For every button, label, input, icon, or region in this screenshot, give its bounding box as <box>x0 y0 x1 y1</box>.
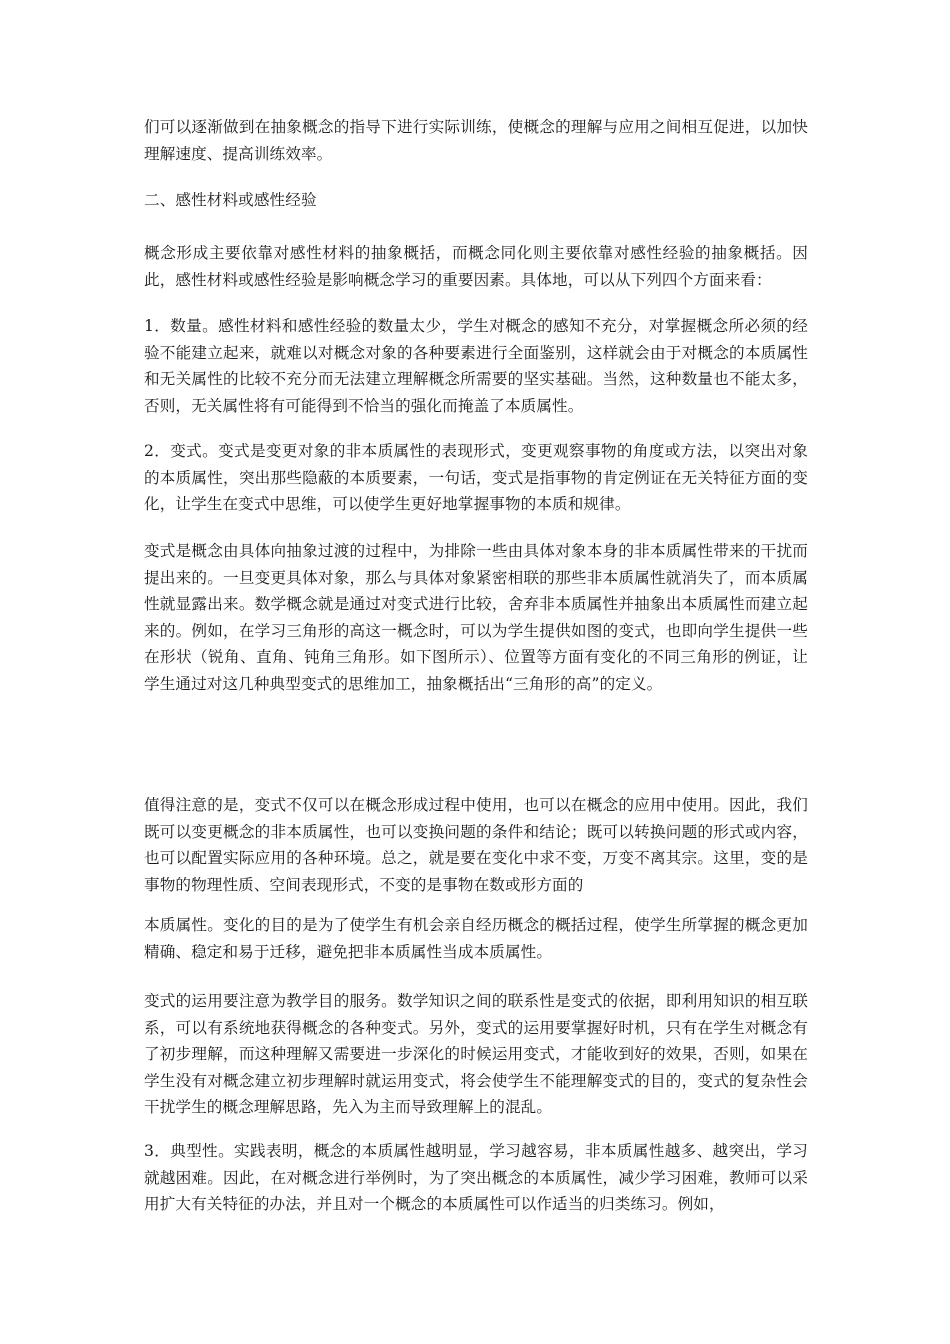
paragraph-variation-detail: 变式是概念由具体向抽象过渡的过程中，为排除一些由具体对象本身的非本质属性带来的干扰而提出来的。一旦变更具体对象，那么与具体对象紧密相联的那些非本质属性就消失了，而本质属性就显露出来。数学概念就是通过对变式进行比较，舍弃非本质属性并抽象出本质属性而建立起来的。例如，在学习三角形的高这一概念时，可以为学生提供如图的变式，也即向学生提供一些在形状（锐角、直角、钝角三角形。如下图所示）、位置等方面有变化的不同三角形的例证，让学生通过对这几种典型变式的思维加工，抽象概括出“三角形的高”的定义。 <box>144 542 808 693</box>
section-heading: 二、感性材料或感性经验 <box>144 191 317 209</box>
paragraph-essential-properties: 本质属性。变化的目的是为了使学生有机会亲自经历概念的概括过程，使学生所掌握的概念更加精确、稳定和易于迁移，避免把非本质属性当成本质属性。 <box>144 916 808 961</box>
paragraph-item-variation: 2．变式。变式是变更对象的非本质属性的表现形式，变更观察事物的角度或方法，以突出对象的本质属性，突出那些隐蔽的本质要素，一句话，变式是指事物的肯定例证在无关特征方面的变化，让学生在变式中思维，可以使学生更好地掌握事物的本质和规律。 <box>144 442 808 514</box>
paragraph-item-typicality: 3．典型性。实践表明，概念的本质属性越明显，学习越容易，非本质属性越多、越突出，学习就越困难。因此，在对概念进行举例时，为了突出概念的本质属性，减少学习困难，教师可以采用扩大有关特征的办法，并且对一个概念的本质属性可以作适当的归类练习。例如， <box>144 1142 808 1214</box>
paragraph-teaching-purpose: 变式的运用要注意为教学目的服务。数学知识之间的联系性是变式的依据，即利用知识的相互联系，可以有系统地获得概念的各种变式。另外，变式的运用要掌握好时机，只有在学生对概念有了初步理解，而这种理解又需要进一步深化的时候运用变式，才能收到好的效果，否则，如果在学生没有对概念建立初步理解时就运用变式，将会使学生不能理解变式的目的，变式的复杂性会干扰学生的概念理解思路，先入为主而导致理解上的混乱。 <box>144 992 808 1117</box>
paragraph-intro-continuation: 们可以逐渐做到在抽象概念的指导下进行实际训练，使概念的理解与应用之间相互促进，以加快理解速度、提高训练效率。 <box>144 118 808 163</box>
paragraph-note: 值得注意的是，变式不仅可以在概念形成过程中使用，也可以在概念的应用中使用。因此，我们既可以变更概念的非本质属性，也可以变换问题的条件和结论；既可以转换问题的形式或内容，也可以配置实际应用的各种环境。总之，就是要在变化中求不变，万变不离其宗。这里，变的是事物的物理性质、空间表现形式，不变的是事物在数或形方面的 <box>144 796 808 894</box>
paragraph-item-quantity: 1．数量。感性材料和感性经验的数量太少，学生对概念的感知不充分，对掌握概念所必须的经验不能建立起来，就难以对概念对象的各种要素进行全面鉴别，这样就会由于对概念的本质属性和无关属性的比较不充分而无法建立理解概念所需要的坚实基础。当然，这种数量也不能太多，否则，无关属性将有可能得到不恰当的强化而掩盖了本质属性。 <box>144 317 808 415</box>
paragraph-overview: 概念形成主要依靠对感性材料的抽象概括，而概念同化则主要依靠对感性经验的抽象概括。因此，感性材料或感性经验是影响概念学习的重要因素。具体地，可以从下列四个方面来看： <box>144 244 808 289</box>
